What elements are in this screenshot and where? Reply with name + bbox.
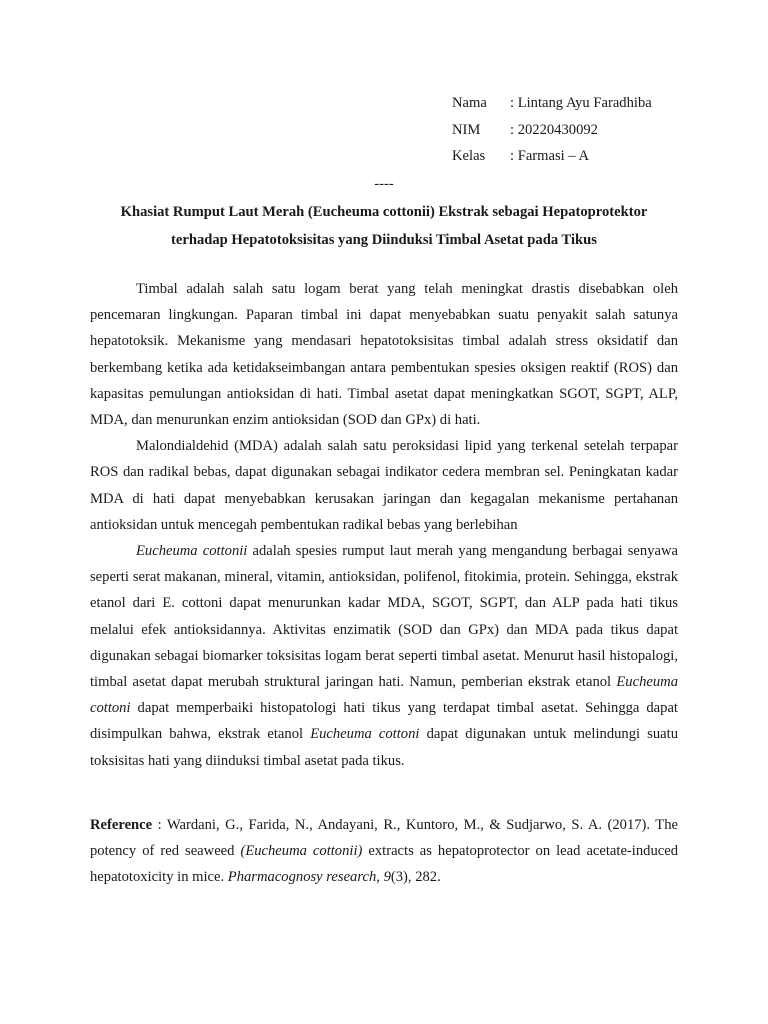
- body-text: [90, 276, 678, 774]
- reference-species: (Eucheuma cottonii): [240, 843, 363, 860]
- reference-authors: : Wardani, G., Farida, N., Andayani, R., Kuntoro, M., & Sudjarwo, S. A. (2017). The potency of red seaweed: [90, 817, 678, 860]
- title-line-1: Khasiat Rumput Laut Merah (Eucheuma cottonii) Ekstrak sebagai Hepatoprotektor: [120, 204, 648, 220]
- reference-label: Reference: [90, 817, 153, 833]
- nim-row: [452, 117, 652, 144]
- reference-journal: Pharmacognosy research: [227, 869, 377, 886]
- reference-entry: [90, 812, 678, 891]
- reference-sep: ,: [376, 869, 384, 886]
- nim-value: : 20220430092: [510, 121, 598, 138]
- class-value: : Farmasi – A: [510, 148, 590, 164]
- paragraph-3-text-1: adalah spesies rumput laut merah yang mengandung berbagai senyawa seperti serat makanan, mineral, vitamin, antioksidan, polifenol, fitokimia, protein. Sehingga, ekstrak etanol dari E. cottoni dapat menurunkan kadar MDA, SGOT, SGPT, dan ALP pada hati tikus melalui efek antioksidannya. Aktivitas enzimatik (SOD dan GPx) dan MDA pada tikus dapat digunakan sebagai biomarker toksisitas logam berat seperti timbal asetat. Menurut hasil histopalogi, timbal asetat dapat merubah struktural jaringan hati. Namun, pemberian ekstrak etanol: [90, 543, 678, 691]
- name-label: Nama: [452, 95, 487, 111]
- separator: ----: [374, 176, 394, 192]
- student-info: [452, 90, 652, 170]
- class-row: [452, 143, 652, 170]
- name-row: [452, 90, 652, 117]
- class-label: Kelas: [452, 148, 486, 164]
- paragraph-3-text-2: dapat memperbaiki histopatologi hati tikus yang terdapat timbal asetat. Sehingga dapat disimpulkan bahwa, ekstrak etanol: [90, 700, 678, 743]
- species-name: Eucheuma cottoni: [310, 726, 420, 743]
- paragraph-1: Timbal adalah salah satu logam berat yang telah meningkat drastis disebabkan oleh pencemaran lingkungan. Paparan timbal ini dapat menyebabkan suatu penyakit salah satunya hepatotoksik. Mekanisme yang mendasari hepatotoksisitas timbal adalah stress oksidatif dan berkembang ketika ada ketidakseimbangan antara pembentukan spesies oksigen reaktif (ROS) dan kapasitas pemulungan antioksidan di hati. Timbal asetat dapat meningkatkan SGOT, SGPT, ALP, MDA, dan menurunkan enzim antioksidan (SOD dan GPx) di hati.: [90, 281, 678, 429]
- species-name: Eucheuma cottonii: [136, 543, 248, 560]
- paragraph-2: Malondialdehid (MDA) adalah salah satu peroksidasi lipid yang terkenal setelah terpapar ROS dan radikal bebas, dapat digunakan sebagai indikator cedera membran sel. Peningkatan kadar MDA di hati dapat menyebabkan kerusakan jaringan dan kegagalan mekanisme pertahanan antioksidan untuk mencegah pembentukan radikal bebas yang berlebihan: [90, 438, 678, 533]
- reference-title-rest: extracts as hepatoprotector on lead acetate-induced hepatotoxicity in mice.: [90, 843, 678, 886]
- reference-volume: 9: [383, 869, 391, 886]
- reference-issue-pages: (3), 282.: [390, 869, 441, 886]
- paragraph-3-text-3: dapat digunakan untuk melindungi suatu toksisitas hati yang diinduksi timbal asetat pada tikus.: [90, 726, 678, 769]
- species-name: Eucheuma cottoni: [90, 674, 678, 717]
- reference-section: [90, 812, 678, 891]
- paragraph-3: [90, 538, 678, 774]
- nim-label: NIM: [452, 121, 481, 138]
- name-value: : Lintang Ayu Faradhiba: [510, 95, 652, 111]
- title-line-2: terhadap Hepatotoksisitas yang Diinduksi Timbal Asetat pada Tikus: [171, 232, 597, 248]
- document-title: [90, 198, 678, 254]
